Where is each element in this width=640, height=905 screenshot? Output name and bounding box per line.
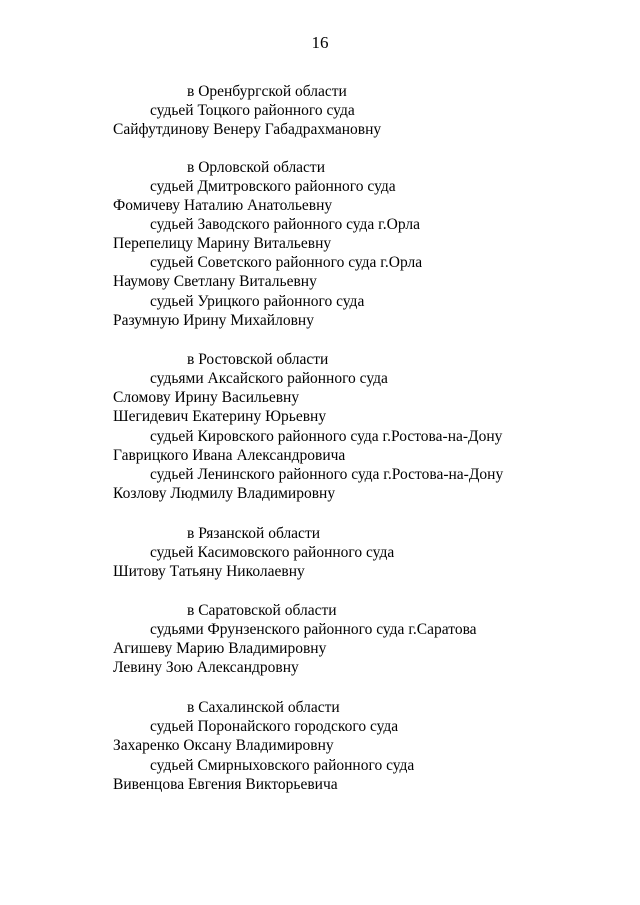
court-line: судьей Смирныховского районного суда	[150, 757, 415, 774]
judge-name: Гаврицкого Ивана Александровича	[113, 447, 346, 464]
region-heading: в Оренбургской области	[187, 83, 347, 100]
judge-name: Сайфутдинову Венеру Габадрахмановну	[113, 121, 382, 138]
judge-name: Левину Зою Александровну	[113, 659, 299, 676]
court-line: судьей Ленинского районного суда г.Ростова-на-Дону	[150, 466, 504, 483]
court-line: судьями Аксайского районного суда	[150, 370, 388, 387]
court-line: судьями Фрунзенского районного суда г.Саратова	[150, 621, 477, 638]
court-line: судьей Кировского районного суда г.Ростова-на-Дону	[150, 428, 503, 445]
court-line: судьей Заводского районного суда г.Орла	[150, 216, 421, 233]
court-line: судьей Советского районного суда г.Орла	[150, 254, 423, 271]
court-line: судьей Касимовского районного суда	[150, 544, 395, 561]
judge-name: Разумную Ирину Михайловну	[113, 312, 314, 329]
judge-name: Наумову Светлану Витальевну	[113, 273, 317, 290]
region-heading: в Саратовской области	[187, 602, 337, 619]
region-heading: в Орловской области	[187, 159, 326, 176]
judge-name: Вивенцова Евгения Викторьевича	[113, 776, 338, 793]
judge-name: Фомичеву Наталию Анатольевну	[113, 197, 333, 214]
court-line: судьей Тоцкого районного суда	[150, 102, 355, 119]
region-heading: в Сахалинской области	[187, 699, 340, 716]
page-number: 16	[311, 33, 329, 52]
court-line: судьей Поронайского городского суда	[150, 718, 399, 735]
judge-name: Шитову Татьяну Николаевну	[113, 563, 305, 580]
judge-name: Козлову Людмилу Владимировну	[113, 485, 336, 502]
judge-name: Шегидевич Екатерину Юрьевну	[113, 408, 327, 425]
court-line: судьей Дмитровского районного суда	[150, 178, 396, 195]
judge-name: Сломову Ирину Васильевну	[113, 389, 300, 406]
judge-name: Перепелицу Марину Витальевну	[113, 235, 332, 252]
judge-name: Агишеву Марию Владимировну	[113, 640, 327, 657]
judge-name: Захаренко Оксану Владимировну	[113, 737, 334, 754]
region-heading: в Ростовской области	[187, 351, 329, 368]
region-heading: в Рязанской области	[187, 525, 321, 542]
court-line: судьей Урицкого районного суда	[150, 293, 365, 310]
